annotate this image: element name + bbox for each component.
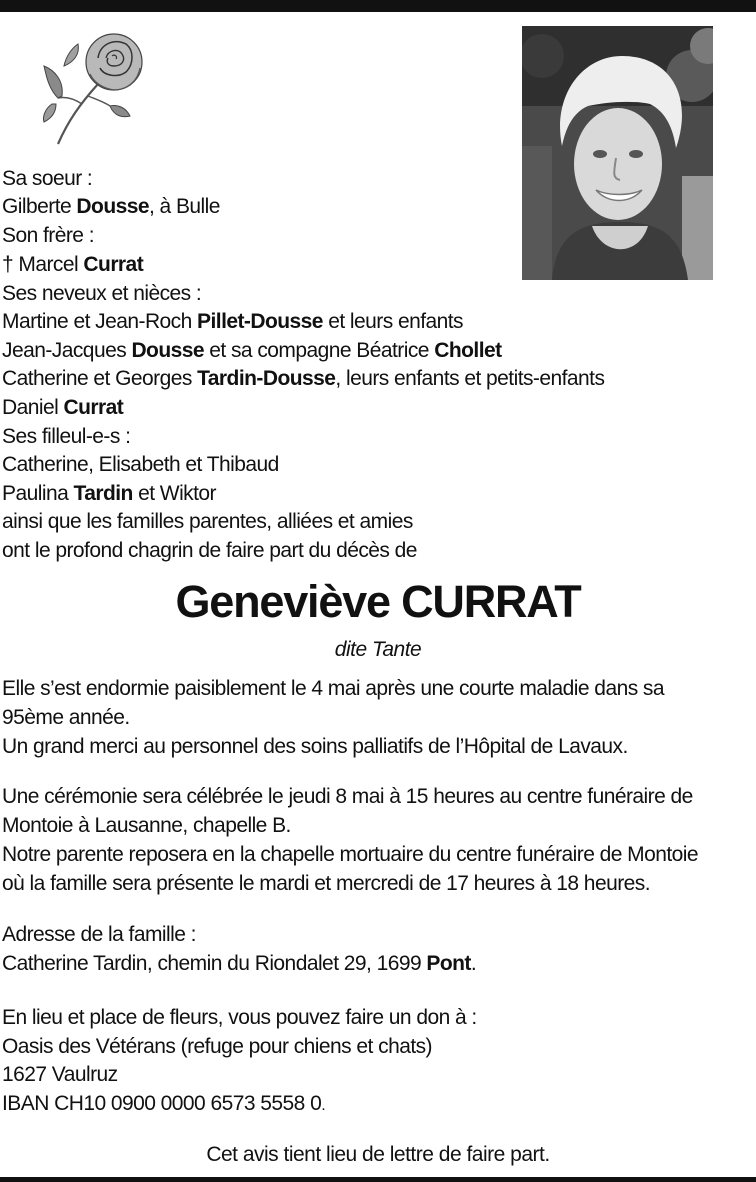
body-line: Notre parente reposera en la chapelle mortuaire du centre funéraire de Montoie bbox=[2, 843, 699, 866]
relatives-line: Martine et Jean-Roch Pillet-Dousse et leurs enfants bbox=[2, 310, 464, 333]
body-line: Montoie à Lausanne, chapelle B. bbox=[2, 814, 291, 837]
body-line: 95ème année. bbox=[2, 706, 130, 729]
top-rule bbox=[0, 0, 756, 12]
relatives-line: Sa soeur : bbox=[2, 167, 93, 190]
footer-note: Cet avis tient lieu de lettre de faire part. bbox=[206, 1143, 550, 1166]
relatives-line: Ses neveux et nièces : bbox=[2, 282, 202, 305]
bottom-rule bbox=[0, 1177, 756, 1182]
iban-line: IBAN CH10 0900 0000 6573 5558 0. bbox=[2, 1092, 326, 1115]
body-line: Une cérémonie sera célébrée le jeudi 8 mai à 15 heures au centre funéraire de bbox=[2, 785, 693, 808]
body-line: où la famille sera présente le mardi et mercredi de 17 heures à 18 heures. bbox=[2, 872, 651, 895]
address-line: Catherine Tardin, chemin du Riondalet 29, 1699 Pont. bbox=[2, 952, 477, 975]
donation-line: Oasis des Vétérans (refuge pour chiens et chats) bbox=[2, 1035, 433, 1058]
rose-icon bbox=[38, 26, 150, 146]
body-line: Elle s’est endormie paisiblement le 4 mai après une courte maladie dans sa bbox=[2, 677, 665, 700]
address-label: Adresse de la famille : bbox=[2, 923, 196, 946]
relatives-line: Son frère : bbox=[2, 224, 94, 247]
body-line: Un grand merci au personnel des soins palliatifs de l’Hôpital de Lavaux. bbox=[2, 735, 628, 758]
donation-line: 1627 Vaulruz bbox=[2, 1063, 118, 1086]
deceased-name: Geneviève CURRAT bbox=[175, 576, 581, 627]
relatives-line: Daniel Currat bbox=[2, 396, 124, 419]
relatives-line: Ses filleul-e-s : bbox=[2, 425, 131, 448]
relatives-line: † Marcel Currat bbox=[2, 253, 144, 276]
relatives-line: ont le profond chagrin de faire part du décès de bbox=[2, 539, 417, 562]
relatives-line: ainsi que les familles parentes, alliées et amies bbox=[2, 510, 413, 533]
relatives-line: Gilberte Dousse, à Bulle bbox=[2, 195, 220, 218]
portrait-photo bbox=[522, 26, 713, 280]
relatives-line: Paulina Tardin et Wiktor bbox=[2, 482, 216, 505]
relatives-line: Catherine, Elisabeth et Thibaud bbox=[2, 453, 279, 476]
relatives-line: Catherine et Georges Tardin-Dousse, leurs enfants et petits-enfants bbox=[2, 367, 605, 390]
relatives-line: Jean-Jacques Dousse et sa compagne Béatrice Chollet bbox=[2, 339, 502, 362]
deceased-nickname: dite Tante bbox=[334, 638, 422, 661]
donation-line: En lieu et place de fleurs, vous pouvez faire un don à : bbox=[2, 1006, 477, 1029]
